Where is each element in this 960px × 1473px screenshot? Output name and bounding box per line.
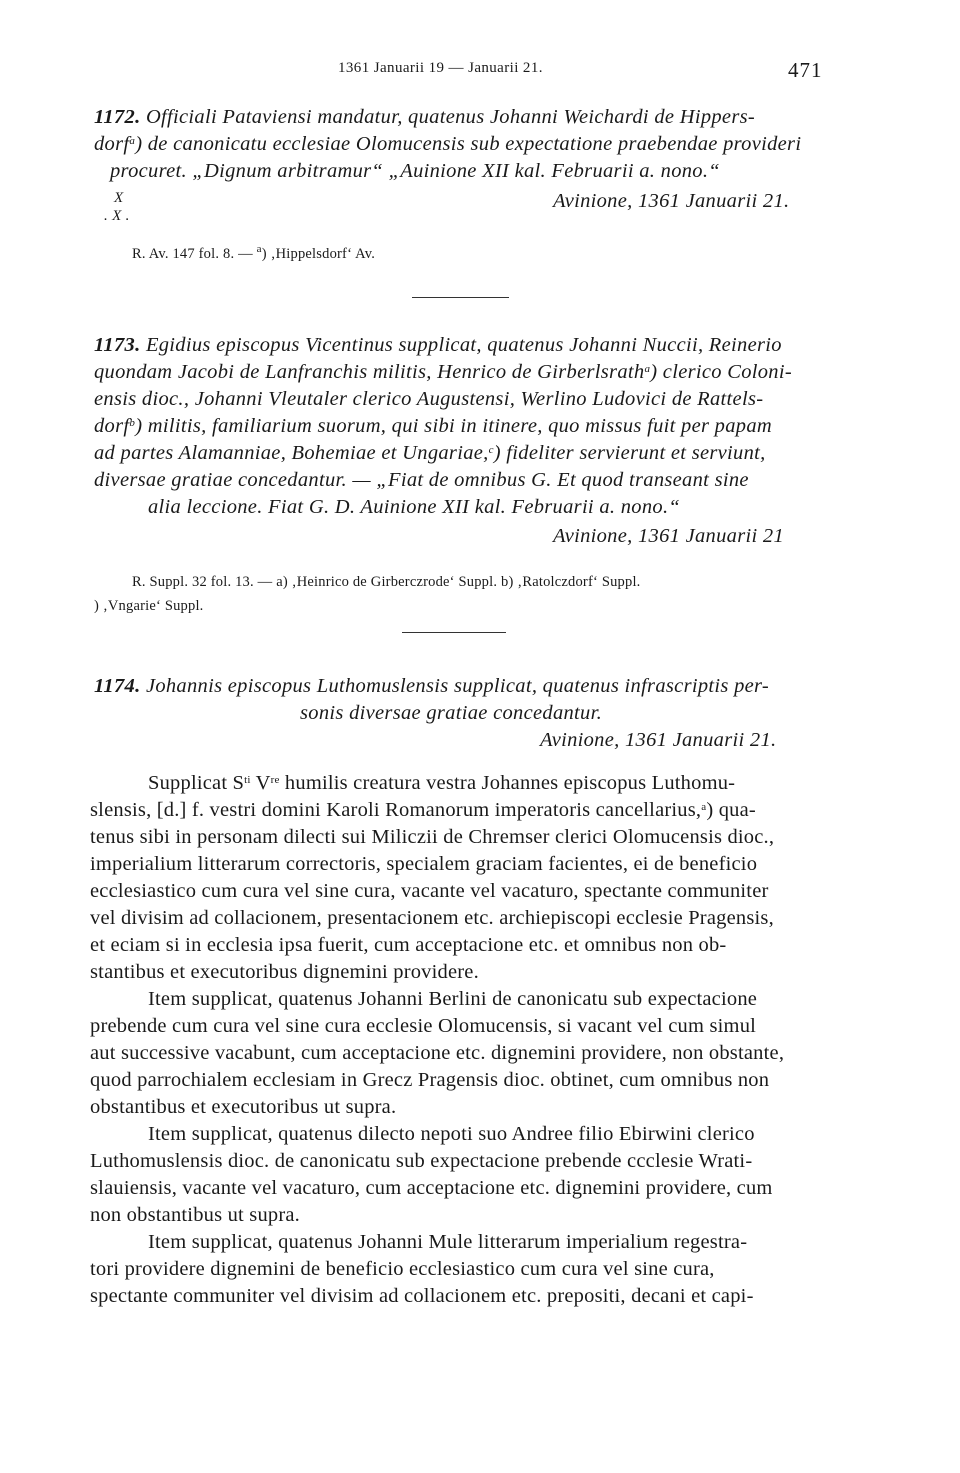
entry-1173-note: R. Suppl. 32 fol. 13. — a) ‚Heinrico de Girberczrode‘ Suppl. b) ‚Ratolczdorf‘ Suppl.: [132, 574, 641, 590]
entry-1173-line3: ensis dioc., Johanni Vleutaler clerico Augustensi, Werlino Ludovici de Rattels-: [94, 388, 764, 410]
entry-1173-line5: ad partes Alamanniae, Bohemiae et Ungariae,$^c$) fideliter servierunt et serviunt,: [94, 442, 766, 464]
divider: [412, 297, 509, 298]
entry-1172-line1: 1172. Officiali Pataviensi mandatur, quatenus Johanni Weichardi de Hippers-: [94, 106, 756, 128]
body-line: tenus sibi in personam dilecti sui Miliczii de Chremser clerici Olomucensis dioc.,: [90, 826, 775, 848]
entry-1172-line3: procuret. „Dignum arbitramur“ „Auinione XII kal. Februarii a. nono.“: [110, 160, 720, 182]
body-line: quod parrochialem ecclesiam in Grecz Pragensis dioc. obtinet, cum omnibus non: [90, 1069, 770, 1091]
body-line: Luthomuslensis dioc. de canonicatu sub expectacione prebende ccclesie Wrati-: [90, 1150, 753, 1172]
entry-number: 1173.: [94, 334, 141, 356]
entry-1173-line4: dorf$^b$) militis, familiarium suorum, qui sibi in itinere, quo missus fuit per papam: [94, 415, 772, 437]
entry-number: 1172.: [94, 106, 141, 128]
entry-1174-title2: sonis diversae gratiae concedantur.: [300, 702, 603, 724]
body-line: aut successive vacabunt, cum acceptacione etc. dignemini providere, non obstante,: [90, 1042, 785, 1064]
body-line: Item supplicat, quatenus dilecto nepoti suo Andree filio Ebirwini clerico: [148, 1123, 755, 1145]
mark-x: X: [114, 190, 124, 206]
entry-1173-date: Avinione, 1361 Januarii 21: [553, 525, 784, 547]
body-line: non obstantibus ut supra.: [90, 1204, 300, 1226]
running-title: 1361 Januarii 19 — Januarii 21.: [338, 60, 543, 76]
body-line: tori providere dignemini de beneficio ecclesiastico cum cura vel sine cura,: [90, 1258, 715, 1280]
body-line: spectante communiter vel divisim ad collacionem etc. prepositi, decani et capi-: [90, 1285, 754, 1307]
body-line: vel divisim ad collacionem, presentacionem etc. archiepiscopi ecclesie Pragensis,: [90, 907, 774, 929]
entry-1172-date: Avinione, 1361 Januarii 21.: [553, 190, 790, 212]
body-line-1: Supplicat $S^{ti}$ Vre humilis creatura vestra Johannes episcopus Luthomu-: [148, 772, 736, 794]
entry-1173-line1: 1173. Egidius episcopus Vicentinus supplicat, quatenus Johanni Nuccii, Reinerio: [94, 334, 782, 356]
body-line: stantibus et executoribus dignemini providere.: [90, 961, 479, 983]
body-line: Item supplicat, quatenus Johanni Mule litterarum imperialium regestra-: [148, 1231, 748, 1253]
entry-1173-note-c: ) ‚Vngarie‘ Suppl.: [94, 598, 204, 614]
entry-1173-line7: alia leccione. Fiat G. D. Auinione XII kal. Februarii a. nono.“: [148, 496, 681, 518]
entry-1174-title1: 1174. Johannis episcopus Luthomuslensis supplicat, quatenus infrascriptis per-: [94, 675, 770, 697]
body-line-2: slensis, [d.] f. vestri domini Karoli Romanorum imperatoris cancellarius,$^a$) qua-: [90, 799, 756, 821]
body-line: et eciam si in ecclesia ipsa fuerit, cum acceptacione etc. et omnibus non ob-: [90, 934, 727, 956]
body-line: ecclesiastico cum cura vel sine cura, vacante vel vacaturo, spectante communiter: [90, 880, 769, 902]
mark-x-dotted: . X .: [104, 208, 130, 224]
body-line: slauiensis, vacante vel vacaturo, cum acceptacione etc. dignemini providere, cum: [90, 1177, 773, 1199]
body-line: prebende cum cura vel sine cura ecclesie Olomucensis, si vacant vel cum simul: [90, 1015, 757, 1037]
body-line: imperialium litterarum correctoris, specialem graciam facientes, ei de beneficio: [90, 853, 758, 875]
entry-1173-line6: diversae gratiae concedantur. — „Fiat de omnibus G. Et quod transeant sine: [94, 469, 749, 491]
entry-1173-line2: quondam Jacobi de Lanfranchis militis, Henrico de Girberlsrath$^a$) clerico Coloni-: [94, 361, 792, 383]
entry-1174-date: Avinione, 1361 Januarii 21.: [540, 729, 777, 751]
entry-1172-note: R. Av. 147 fol. 8. — $^a$) ‚Hippelsdorf‘ Av.: [132, 243, 376, 262]
body-line: obstantibus et executoribus ut supra.: [90, 1096, 397, 1118]
body-line: Item supplicat, quatenus Johanni Berlini de canonicatu sub expectacione: [148, 988, 758, 1010]
entry-number: 1174.: [94, 675, 141, 697]
entry-1172-line2: dorf$^a$) de canonicatu ecclesiae Olomucensis sub expectatione praebendae provideri: [94, 133, 802, 155]
divider: [402, 632, 506, 633]
page-number: 471: [788, 58, 823, 82]
